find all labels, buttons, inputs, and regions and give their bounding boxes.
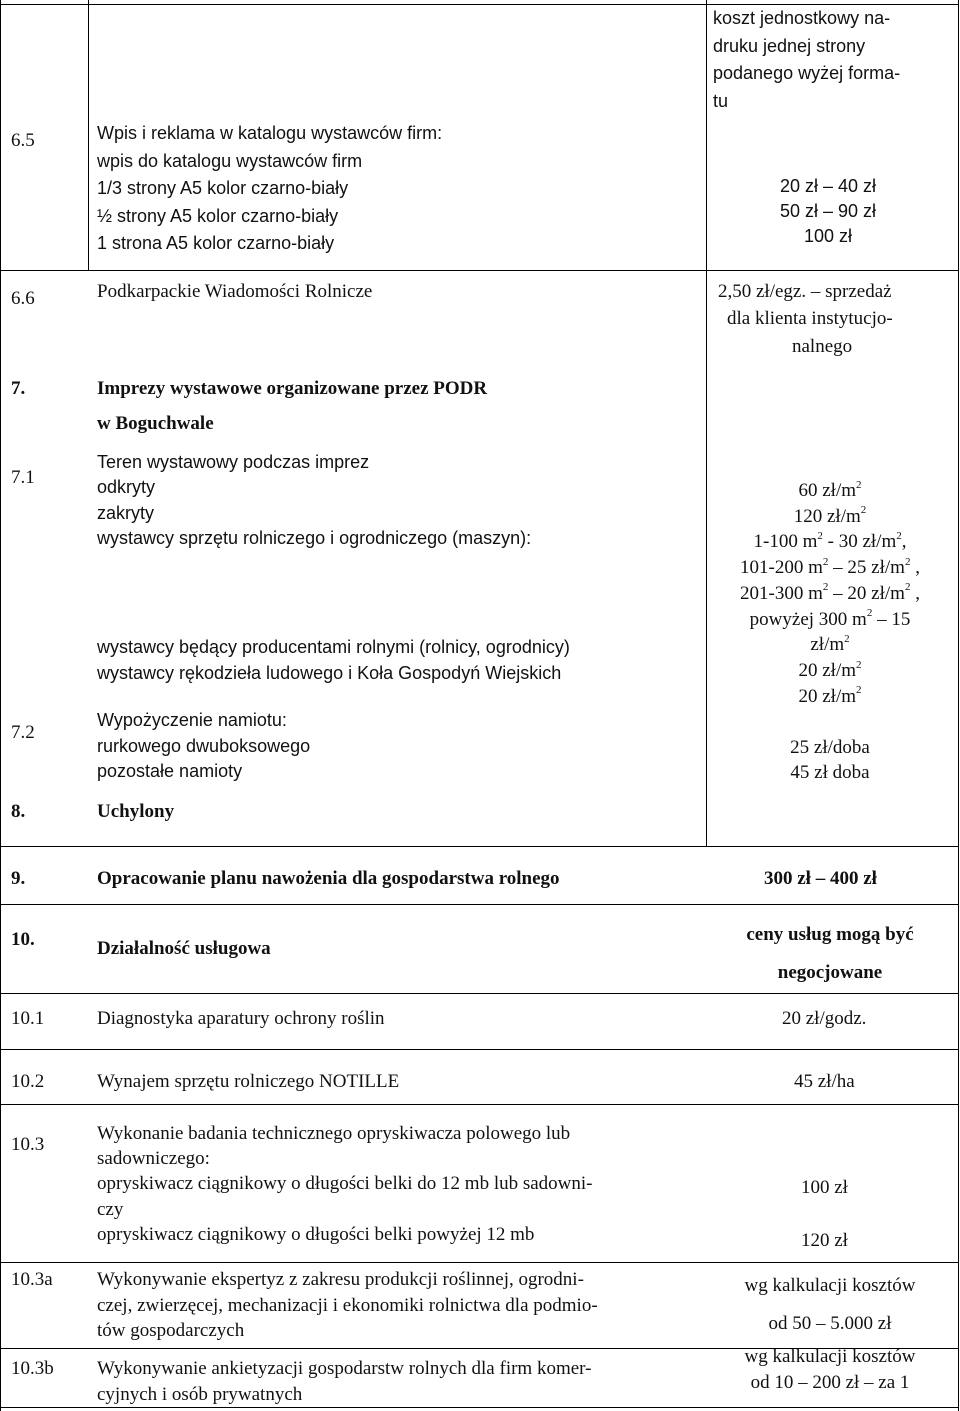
border-left [0, 0, 1, 1411]
row-line-10 [0, 993, 959, 994]
row-number: 6.6 [11, 288, 35, 309]
price-list: wg kalkulacji kosztów od 10 – 200 zł – za 1 [744, 1346, 916, 1393]
item-description: Wykonanie badania technicznego opryskiwacza polowego lub sadowniczego: opryskiwacz ciągnikowy o długości belki do 12 mb lub sadowni- czy opryskiwacz ciągnikowy o długości belki powyżej 12 mb [97, 1123, 593, 1245]
row-number: 10. [11, 929, 35, 950]
col-divider-2 [706, 0, 707, 846]
section-title: Imprezy wystawowe organizowane przez PODR [97, 378, 488, 399]
row-line-65 [0, 270, 959, 271]
row-number: 8. [11, 801, 26, 822]
price: 20 zł/godz. [782, 1008, 867, 1029]
item-description: Wpis i reklama w katalogu wystawców firm: wpis do katalogu wystawców firm 1/3 strony A5 kolor czarno-biały ½ strony A5 kolor czarno-biały 1 strona A5 kolor czarno-biały [97, 123, 443, 253]
row-line-9 [0, 904, 959, 905]
section-title: Uchylony [97, 801, 175, 822]
row-number: 10.2 [11, 1071, 45, 1092]
price-covered: 120 $zł/m^2$ [793, 504, 867, 527]
price-producers: 20 $zł/m^2$ [798, 658, 862, 681]
price-line-2: dla klienta instytucjo- [727, 308, 893, 329]
row-line-8 [0, 846, 959, 847]
price-line-3: nalnego [792, 336, 853, 357]
row-number: 10.1 [11, 1008, 45, 1029]
col-divider-1 [88, 0, 89, 270]
price-note: ceny usług mogą być negocjowane [746, 924, 914, 983]
price-list: wg kalkulacji kosztów od 50 – 5.000 zł [744, 1275, 916, 1334]
price-tier-2: 101-200 $m^2 - 25$ $zł/m^2$ , [740, 555, 920, 579]
price-1: 100 zł [801, 1177, 848, 1198]
item-description-cont: wystawcy będący producentami rolnymi (rolnicy, ogrodnicy) wystawcy rękodzieła ludowego i Koła Gospodyń Wiejskich [97, 637, 570, 683]
row-line-102 [0, 1104, 959, 1105]
price-list: 20 zł – 40 zł 50 zł – 90 zł 100 zł [779, 176, 877, 246]
section-title: Opracowanie planu nawożenia dla gospodarstwa rolnego [97, 868, 560, 889]
row-number: 7.1 [11, 467, 35, 488]
row-line-103 [0, 1262, 959, 1263]
item-description: Wykonywanie ankietyzacji gospodarstw rolnych dla firm komer- cyjnych i osób prywatnych [97, 1358, 592, 1405]
price-open: 60 $zł/m^2$ [798, 478, 862, 501]
item-description: Wynajem sprzętu rolniczego NOTILLE [97, 1071, 400, 1092]
price-folk-art: 20 $zł/m^2$ [798, 684, 862, 707]
price-2: 120 zł [801, 1230, 848, 1251]
row-number: 10.3 [11, 1134, 45, 1155]
price-line-1: 2,50 zł/egz. – sprzedaż [718, 281, 892, 302]
price-list: 25 zł/doba 45 zł doba [790, 737, 870, 783]
row-line-bottom [0, 1407, 959, 1408]
border-right [958, 0, 959, 1411]
price-note: koszt jednostkowy na- druku jednej strony podanego wyżej forma- tu [713, 8, 901, 111]
price: 300 zł – 400 zł [764, 868, 877, 889]
price-tier-1: 1-100 $m^2 - 30$ $zł/m^2$, [753, 530, 907, 553]
price-list [712, 478, 948, 709]
row-number: 7.2 [11, 722, 35, 743]
row-number: 9. [11, 868, 26, 889]
price-tier-3: 201-300 $m^2 - 20$ $zł/m^2$ , [740, 581, 920, 604]
item-description: Teren wystawowy podczas imprez odkryty zakryty wystawcy sprzętu rolniczego i ogrodniczego (maszyn): [97, 452, 532, 548]
item-description: Wypożyczenie namiotu: rurkowego dwuboksowego pozostałe namioty [97, 710, 311, 781]
row-number: 10.3b [11, 1358, 54, 1379]
section-title-cont: w Boguchwale [97, 413, 214, 434]
item-description: Podkarpackie Wiadomości Rolnicze [97, 281, 373, 302]
price-tier-4-unit: $zł/m^2$ [810, 632, 850, 656]
row-number: 6.5 [11, 130, 35, 151]
section-title: Działalność usługowa [97, 938, 271, 959]
item-description: Diagnostyka aparatury ochrony roślin [97, 1008, 385, 1029]
item-description: Wykonywanie ekspertyz z zakresu produkcji roślinnej, ogrodni- czej, zwierzęcej, mechanizacji i ekonomiki rolnictwa dla podmio- tów gospodarczych [97, 1269, 598, 1341]
row-line-101 [0, 1049, 959, 1050]
price-tier-4: powyżej 300 $m^2 - 15$ [749, 607, 911, 630]
price: 45 zł/ha [794, 1071, 855, 1092]
row-number: 7. [11, 378, 26, 399]
row-number: 10.3a [11, 1269, 53, 1290]
